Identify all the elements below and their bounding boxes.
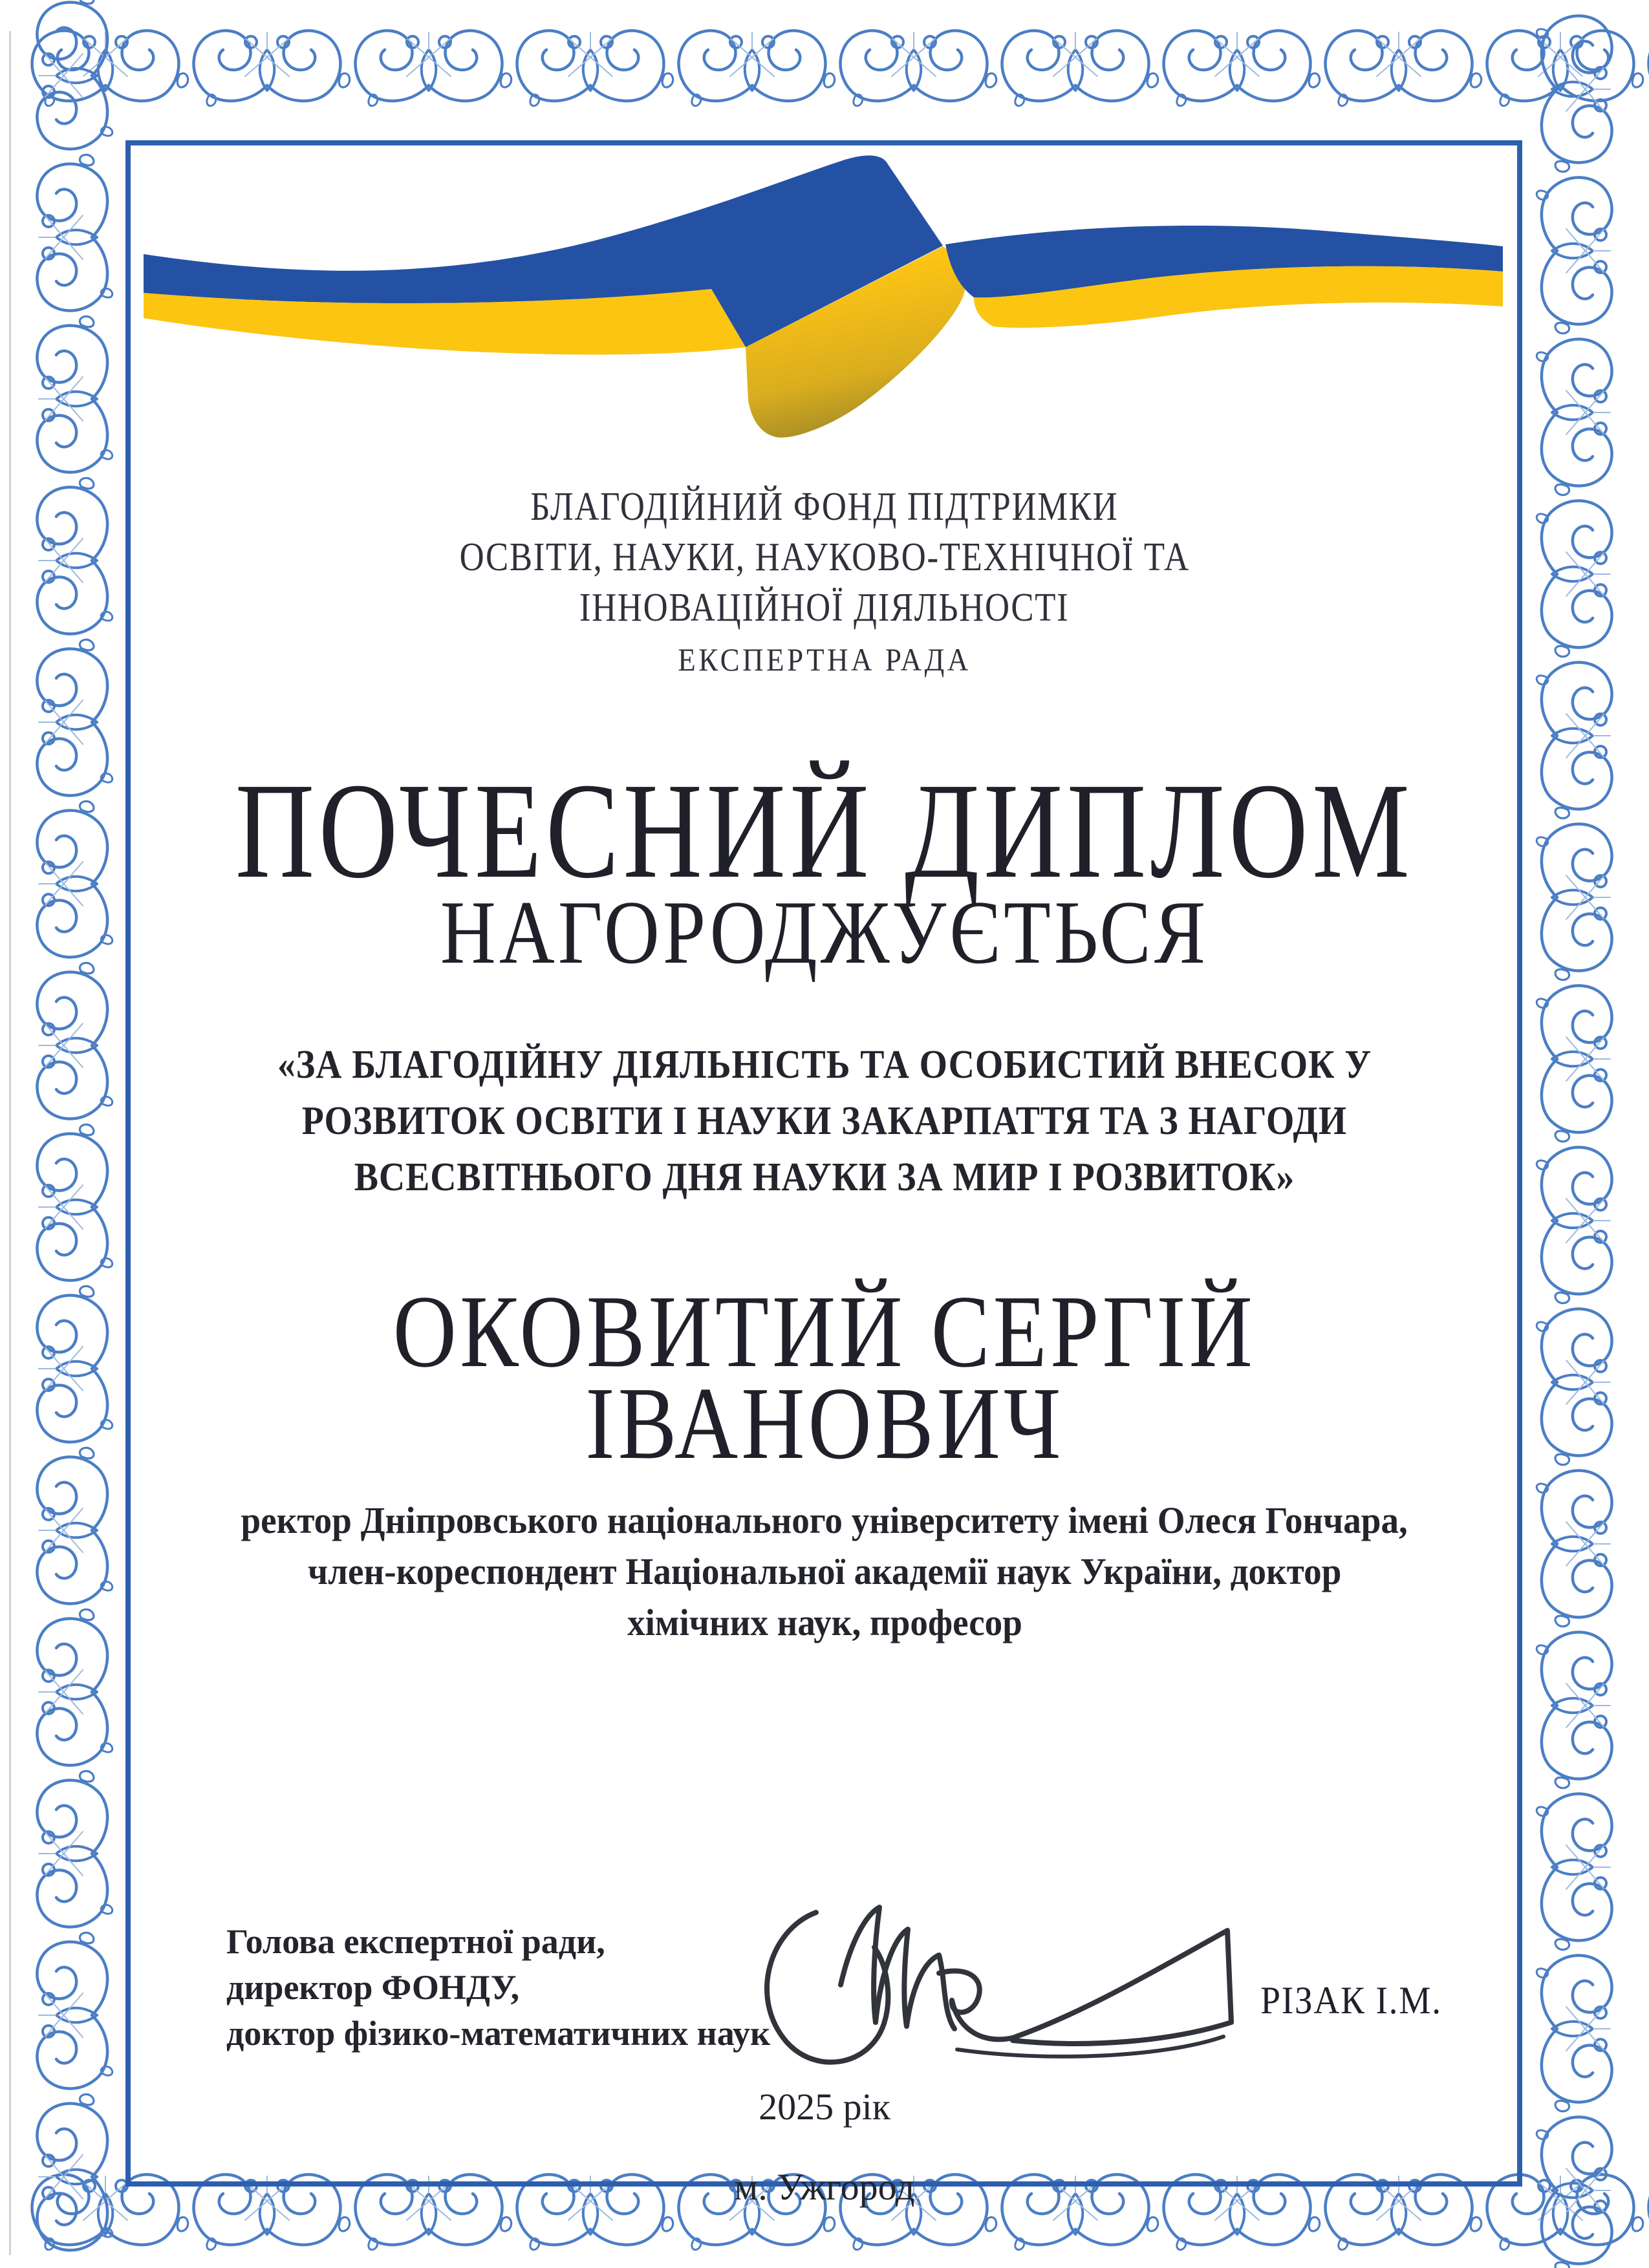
signer-role-line-3: доктор фізико-математичних наук [226, 2014, 771, 2053]
citation-text [0, 1037, 1649, 1206]
recipient-name-line-2: ІВАНОВИЧ [585, 1365, 1064, 1481]
recipient-description-line-1: ректор Дніпровського національного університету імені Олеся Гончара, [241, 1499, 1408, 1541]
foundation-name-line-2: ОСВІТИ, НАУКИ, НАУКОВО-ТЕХНІЧНОЇ ТА [459, 535, 1190, 579]
citation-line-2: РОЗВИТОК ОСВІТИ І НАУКИ ЗАКАРПАТТЯ ТА З НАГОДИ [301, 1099, 1348, 1143]
citation-line-1: «ЗА БЛАГОДІЙНУ ДІЯЛЬНІСТЬ ТА ОСОБИСТИЙ ВНЕСОК У [277, 1043, 1372, 1087]
diploma-title: ПОЧЕСНИЙ ДИПЛОМ [235, 754, 1414, 906]
signer-role [226, 1919, 808, 2057]
flag-ribbon [144, 155, 1503, 437]
recipient-description-line-3: хімічних наук, професор [627, 1601, 1022, 1643]
signer-role-line-2: директор ФОНДУ, [226, 1968, 520, 2007]
recipient-description-line-2: член-кореспондент Національної академії наук України, доктор [307, 1550, 1342, 1592]
expert-council-label: ЕКСПЕРТНА РАДА [678, 641, 971, 678]
foundation-name [0, 482, 1649, 633]
signer-name: РІЗАК І.М. [1260, 1979, 1443, 2022]
citation-line-3: ВСЕСВІТНЬОГО ДНЯ НАУКИ ЗА МИР І РОЗВИТОК» [354, 1155, 1295, 1199]
recipient-description [0, 1495, 1649, 1648]
issue-year: 2025 рік [759, 2086, 890, 2128]
recipient-name-line-1: ОКОВИТИЙ СЕРГІЙ [393, 1274, 1256, 1389]
diploma-subtitle: НАГОРОДЖУЄТЬСЯ [440, 883, 1209, 983]
foundation-name-line-1: БЛАГОДІЙНИЙ ФОНД ПІДТРИМКИ [530, 485, 1119, 529]
signature-scribble [767, 1907, 1231, 2062]
issue-city: м. Ужгород [734, 2166, 915, 2208]
foundation-name-line-3: ІННОВАЦІЙНОЇ ДІЯЛЬНОСТІ [579, 586, 1070, 630]
signer-role-line-1: Голова експертної ради, [226, 1922, 605, 1961]
recipient-name [0, 1274, 1649, 1481]
